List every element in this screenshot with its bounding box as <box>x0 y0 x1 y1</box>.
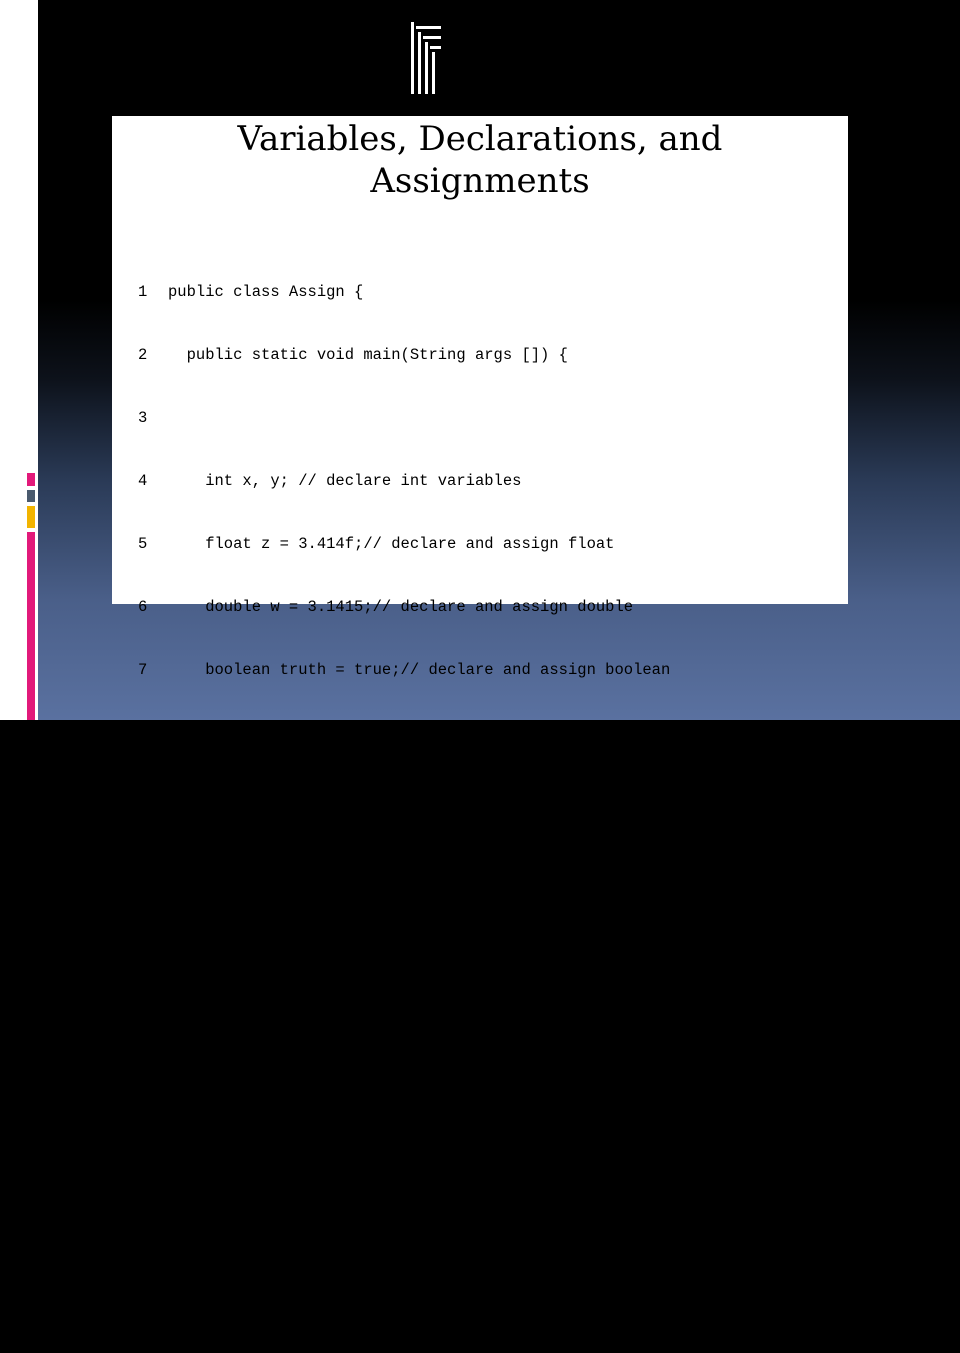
code-text: double w = 3.1415;// declare and assign double <box>168 598 634 616</box>
code-line <box>138 1101 735 1122</box>
code-line <box>138 1164 735 1185</box>
line-number: 16 <box>138 1228 157 1246</box>
line-number: 10 <box>138 850 157 868</box>
line-number: 3 <box>138 409 148 427</box>
line-number: 7 <box>138 661 148 679</box>
code-line <box>138 471 735 492</box>
line-number: 4 <box>138 472 148 490</box>
code-line <box>138 597 735 618</box>
code-text: ... <box>168 1165 215 1183</box>
code-line <box>138 723 735 744</box>
line-number: 11 <box>138 913 157 931</box>
line-number: 1 <box>138 283 148 301</box>
line-number: 5 <box>138 535 148 553</box>
line-number: 13 <box>138 1039 157 1057</box>
accent-bar-magenta-top <box>27 473 35 486</box>
line-number: 12 <box>138 976 157 994</box>
line-number: 14 <box>138 1102 157 1120</box>
code-line <box>138 345 735 366</box>
window-pane-icon <box>411 22 441 94</box>
code-line <box>138 282 735 303</box>
code-line <box>138 912 735 933</box>
code-text: } <box>168 1291 178 1309</box>
code-text: str = "Hi out there!";// assign value to String variable <box>168 976 727 994</box>
slide-title-line-1: Variables, Declarations, and <box>237 119 723 159</box>
line-number: 6 <box>138 598 148 616</box>
code-text: public static void main(String args []) { <box>168 346 568 364</box>
accent-bar-magenta-bottom <box>27 532 35 720</box>
line-number: 15 <box>138 1165 157 1183</box>
code-line <box>138 1038 735 1059</box>
slide-title-line-2: Assignments <box>370 161 590 201</box>
code-text: } <box>168 1228 196 1246</box>
code-text: public class Assign { <box>168 283 364 301</box>
code-text: int x, y; // declare int variables <box>168 472 522 490</box>
code-line <box>138 975 735 996</box>
code-text: float z = 3.414f;// declare and assign float <box>168 535 615 553</box>
line-number: 17 <box>138 1291 157 1309</box>
code-text: String str1 = "bye";// declare and assign String variable <box>168 850 736 868</box>
line-number: 2 <box>138 346 148 364</box>
code-line <box>138 534 735 555</box>
code-text: boolean truth = true;// declare and assign boolean <box>168 661 671 679</box>
code-text: char c;// declare character variable <box>168 724 541 742</box>
content-box <box>112 116 848 1309</box>
code-listing <box>138 240 735 1353</box>
line-number: 9 <box>138 787 148 805</box>
code-text: c = 'A';// assign value to char variable <box>168 913 578 931</box>
code-line <box>138 660 735 681</box>
code-line <box>138 786 735 807</box>
accent-bar-yellow <box>27 506 35 528</box>
code-line <box>138 1290 735 1311</box>
code-text: y = 1000;// assign values to int variables <box>168 1102 596 1120</box>
code-text: x = 6; <box>168 1039 262 1057</box>
accent-bar-gray <box>27 490 35 502</box>
slide-title <box>112 118 848 202</box>
code-line <box>138 1227 735 1248</box>
code-line <box>138 408 735 429</box>
line-number: 8 <box>138 724 148 742</box>
code-text: String str;// declare String <box>168 787 466 805</box>
code-line <box>138 849 735 870</box>
